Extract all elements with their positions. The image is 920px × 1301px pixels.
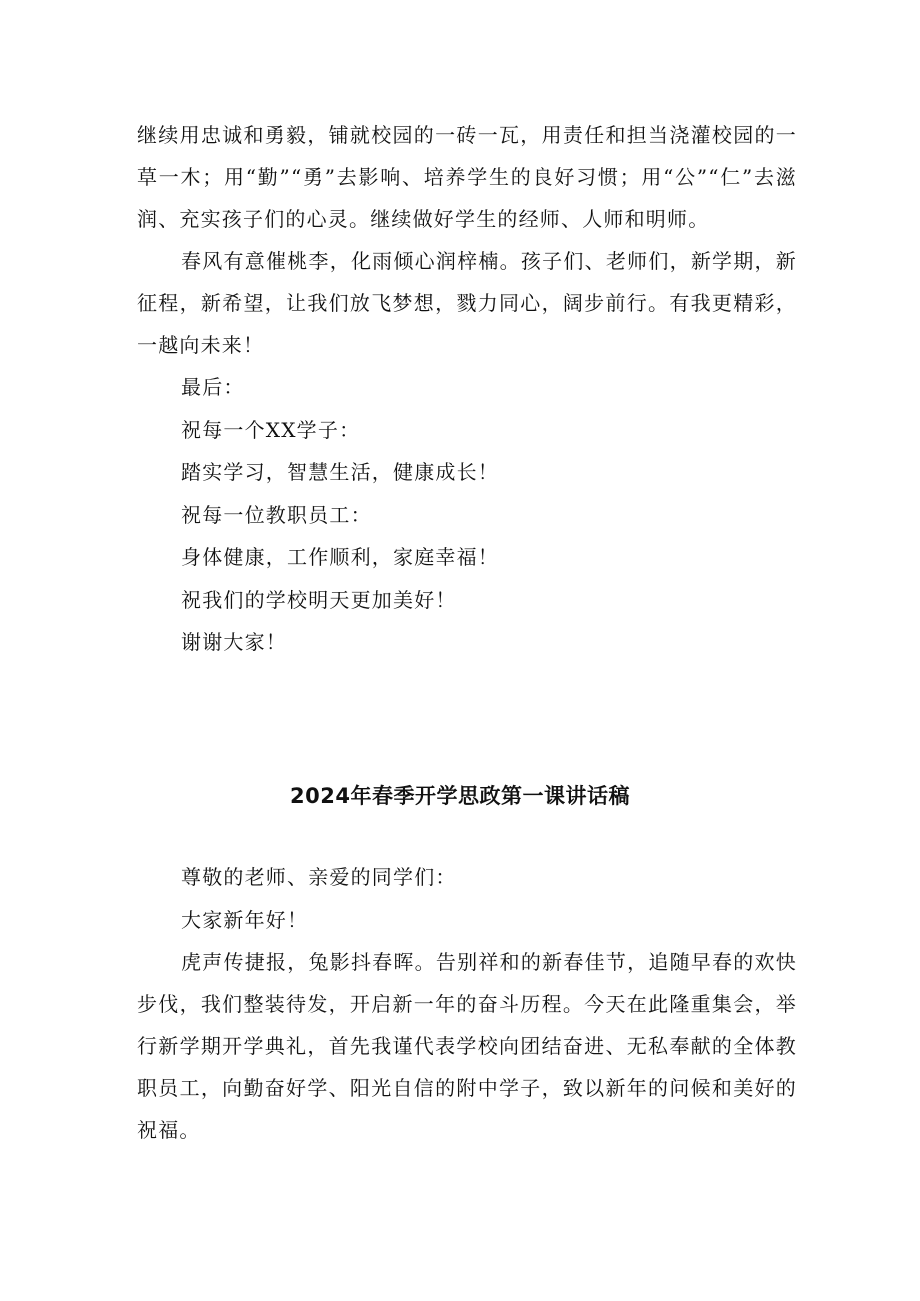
paragraph-spring-wishes: 春风有意催桃李，化雨倾心润梓楠。孩子们、老师们，新学期，新征程，新希望，让我们放飞梦想，戮力同心，阔步前行。有我更精彩，一越向未来！ — [137, 249, 797, 357]
closing-line-staff-wish-intro: 祝每一位教职员工： — [181, 502, 372, 527]
speech-ending-section — [137, 114, 797, 664]
closing-line-school-wish: 祝我们的学校明天更加美好！ — [181, 587, 457, 612]
paragraph-commitment: 继续用忠诚和勇毅，铺就校园的一砖一瓦，用责任和担当浇灌校园的一草一木；用“勤”“勇”去影响、培养学生的良好习惯；用“公”“仁”去滋润、充实孩子们的心灵。继续做好学生的经师、人师和明师。 — [137, 123, 797, 231]
new-speech-section — [137, 856, 797, 1151]
speech-title: 2024年春季开学思政第一课讲话稿 — [290, 784, 630, 808]
closing-line-students-wish-intro: 祝每一个XX学子： — [181, 417, 361, 442]
closing-line-thanks: 谢谢大家！ — [181, 630, 287, 654]
greeting-line: 大家新年好！ — [181, 907, 309, 932]
salutation-line: 尊敬的老师、亲爱的同学们： — [181, 865, 457, 889]
closing-line-finally: 最后： — [181, 375, 245, 399]
closing-line-students-wish: 踏实学习，智慧生活，健康成长！ — [181, 460, 499, 484]
paragraph-opening: 虎声传捷报，兔影抖春晖。告别祥和的新春佳节，追随早春的欢快步伐，我们整装待发，开启新一年的奋斗历程。今天在此隆重集会，举行新学期开学典礼，首先我谨代表学校向团结奋进、无私奉献的全体教职员工，向勤奋好学、阳光自信的附中学子，致以新年的问候和美好的祝福。 — [137, 950, 797, 1142]
closing-line-staff-wish: 身体健康，工作顺利，家庭幸福！ — [181, 545, 499, 569]
